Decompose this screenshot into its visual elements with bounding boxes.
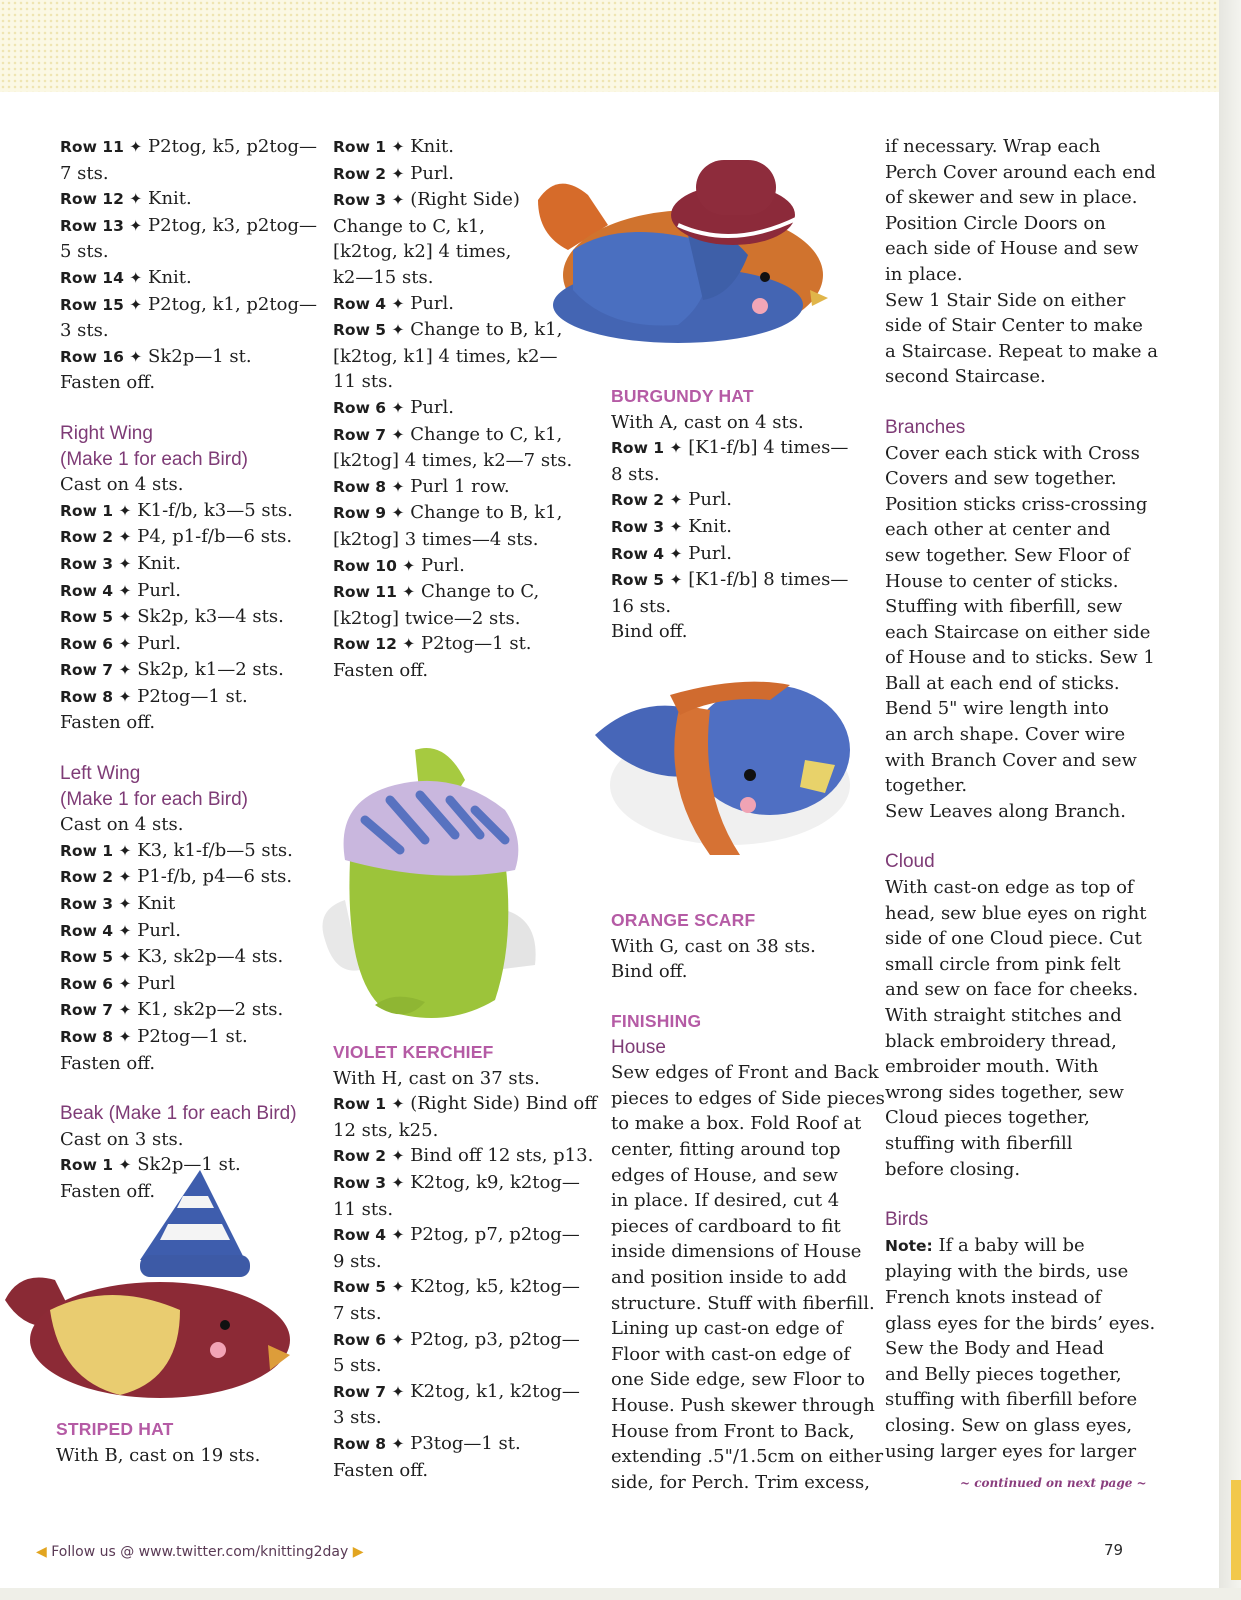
subheading: Birds [885,1209,929,1231]
row-label: Row 6 ✦ [333,398,405,417]
subheading: Cloud [885,851,935,873]
instruction-text: second Staircase. [885,366,1046,388]
instruction-text: side of one Cloud piece. Cut [885,928,1142,950]
instruction-row [60,891,305,918]
instruction-text: 3 sts. [60,320,109,342]
instruction-row [60,864,305,891]
row-text: Knit. [410,136,454,157]
finishing-section [611,1009,885,1495]
section-gap [60,736,305,761]
footer-arrow-right-icon: ▶ [352,1544,364,1560]
row-label: Row 3 ✦ [611,517,683,536]
row-label: Note: [885,1236,933,1255]
row-text: (Right Side) [410,189,520,211]
row-text: P3tog—1 st. [410,1432,521,1454]
footer [36,1544,364,1560]
row-text: Change to C, k1, [410,423,563,445]
row-label: Row 8 ✦ [60,1028,132,1046]
instruction-text: of skewer and sew in place. [885,187,1138,209]
instruction-text: Fasten off. [60,712,156,734]
row-label: Row 12 ✦ [60,190,143,209]
instruction-row [60,265,305,292]
subheading: Right Wing [60,422,153,444]
instruction-row [333,500,583,527]
instruction-row [333,1327,583,1354]
row-text: Knit. [688,515,732,537]
finishing-text-line: side, for Perch. Trim excess, [611,1471,871,1493]
instruction-text: together. [885,775,968,797]
row-label: Row 2 ✦ [60,528,132,547]
instruction-text: of House and to sticks. Sew 1 [885,647,1155,669]
row-label: Row 1 ✦ [60,841,132,860]
finishing-text-line: Floor with cast-on edge of [611,1343,851,1365]
instruction-text: 5 sts. [60,241,109,263]
orange-scarf-line-2: Bind off. [611,961,688,983]
row-label: Row 6 ✦ [60,634,132,653]
instruction-row [333,1222,583,1249]
row-text: K3, k1-f/b—5 sts. [137,839,293,861]
row-text: Bind off 12 sts, p13. [410,1145,594,1167]
row-text: Sk2p, k3—4 sts. [137,606,284,628]
instruction-text: before closing. [885,1158,1021,1180]
instruction-text: Covers and sew together. [885,468,1117,490]
striped-hat-text: With B, cast on 19 sts. [56,1444,261,1466]
instruction-text: 11 sts. [333,1198,394,1220]
instruction-row [333,553,583,580]
instruction-text: [k2tog] twice—2 sts. [333,607,521,629]
row-label: Row 4 ✦ [60,921,132,940]
burgundy-hat-heading: BURGUNDY HAT [611,386,754,406]
instruction-text: stuffing with fiberfill before [885,1389,1138,1411]
instruction-row [333,395,583,422]
instruction-text: Fasten off. [60,1052,156,1074]
row-text: Purl. [137,919,181,941]
row-label: Row 8 ✦ [333,1434,405,1453]
row-label: Row 15 ✦ [60,295,143,314]
instruction-row [60,971,305,998]
instruction-row [333,579,583,606]
instruction-text: sew together. Sew Floor of [885,544,1130,566]
instruction-text: Fasten off. [333,659,429,681]
instruction-row [60,134,317,161]
page-edge-tab [1231,1480,1241,1580]
instruction-text: wrong sides together, sew [885,1081,1124,1103]
finishing-text-line: House. Push skewer through [611,1394,875,1416]
row-text: Purl. [421,554,465,576]
instruction-text: 7 sts. [60,162,109,184]
row-text: Purl 1 row. [410,475,510,497]
instruction-text: With straight stitches and [885,1005,1122,1026]
row-text: P4, p1-f/b—6 sts. [137,526,293,548]
instruction-row [60,631,305,658]
row-label: Row 7 ✦ [60,661,132,680]
instruction-text: Cast on 4 sts. [60,474,184,496]
instruction-text: playing with the birds, use [885,1261,1129,1283]
instruction-text: side of Stair Center to make [885,315,1143,337]
instruction-text: French knots instead of [885,1286,1102,1308]
row-text: Sk2p—1 st. [148,345,252,367]
instruction-row [333,1091,598,1118]
finishing-heading: FINISHING [611,1011,702,1031]
instruction-text: Fasten off. [333,1459,429,1481]
row-label: Row 9 ✦ [333,504,405,523]
row-label: Row 2 ✦ [60,868,132,887]
section-gap [885,824,1135,849]
instruction-row [60,551,305,578]
row-text: Purl [137,972,176,994]
row-label: Row 7 ✦ [333,1382,405,1401]
row-label: Row 2 ✦ [333,1147,405,1166]
top-dotted-band [0,0,1241,92]
orange-scarf-section [611,908,861,985]
row-label: Row 4 ✦ [333,294,405,313]
instruction-row [60,498,305,525]
finishing-text-line: pieces to edges of Side pieces [611,1087,885,1109]
instruction-row [60,213,317,240]
row-text: Purl. [688,542,732,564]
instruction-row [60,944,305,971]
row-label: Row 11 ✦ [333,583,416,602]
instruction-row [60,344,305,371]
row-label: Row 11 ✦ [60,138,143,156]
instruction-row [60,578,305,605]
row-label: Row 12 ✦ [333,635,416,654]
row-text: Knit. [137,552,181,574]
row-label: Row 4 ✦ [60,581,132,600]
row-text: Change to B, k1, [410,319,563,341]
row-text: [K1-f/b] 4 times— [688,437,849,459]
finishing-text-line: center, fitting around top [611,1138,841,1160]
violet-kerchief-section [333,1040,598,1483]
row-text: P1-f/b, p4—6 sts. [137,866,293,888]
instruction-row [60,997,305,1024]
instruction-text: Sew 1 Stair Side on either [885,289,1126,311]
row-text: Purl. [410,396,454,418]
row-text: Purl. [137,632,181,654]
instruction-text: Cast on 3 sts. [60,1128,184,1150]
instruction-row [60,684,305,711]
instruction-text: glass eyes for the birds’ eyes. [885,1312,1156,1334]
instruction-row [60,1024,305,1051]
instruction-row [60,604,305,631]
row-text: P2tog, k3, p2tog— [148,214,317,236]
section-gap [60,1076,305,1101]
row-label: Row 5 ✦ [611,571,683,590]
row-label: Row 3 ✦ [60,554,132,573]
finishing-house-subheading: House [611,1036,666,1058]
instruction-text: 8 sts. [611,463,660,485]
instruction-text: House to center of sticks. [885,570,1119,592]
row-label: Row 10 ✦ [333,556,416,575]
row-label: Row 4 ✦ [333,1226,405,1245]
instruction-text: in place. [885,263,963,285]
finishing-text-line: inside dimensions of House [611,1241,862,1263]
instruction-text: Bend 5" wire length into [885,698,1109,720]
instruction-row [611,514,861,541]
row-label: Row 14 ✦ [60,268,143,287]
instruction-text: Sew the Body and Head [885,1338,1104,1360]
row-label: Row 3 ✦ [60,895,132,914]
violet-kerchief-lines [333,1066,598,1484]
instruction-row [333,1143,594,1170]
instruction-text: Fasten off. [60,372,156,394]
instruction-row [611,567,861,594]
instruction-text: [k2tog] 3 times—4 sts. [333,528,539,550]
row-label: Row 1 ✦ [60,1156,132,1175]
instruction-row [611,541,861,568]
finishing-text-line: Lining up cast-on edge of [611,1318,843,1340]
subheading: (Make 1 for each Bird) [60,788,248,810]
instruction-row [60,838,305,865]
section-gap [60,396,305,421]
finishing-house-lines [611,1060,885,1495]
row-text: Purl. [688,489,732,511]
row-text: P2tog—1 st. [137,1026,248,1047]
instruction-row [333,474,583,501]
orange-scarf-heading: ORANGE SCARF [611,910,756,930]
continued-ornament-right-icon: ~ [1132,1476,1147,1490]
burgundy-hat-section [611,384,861,645]
row-label: Row 1 ✦ [333,138,405,156]
instruction-text: each Staircase on either side [885,621,1151,643]
row-text: Knit. [148,188,192,210]
row-text: K2tog, k9, k2tog— [410,1171,580,1193]
row-text: P2tog, p7, p2tog— [410,1224,580,1246]
instruction-row [333,631,583,658]
subheading: Branches [885,416,966,438]
row-label: Row 6 ✦ [60,974,132,993]
instruction-text: stuffing with fiberfill [885,1132,1073,1154]
row-text: Purl. [410,162,454,184]
row-label: Row 5 ✦ [60,948,132,967]
striped-hat-heading: STRIPED HAT [56,1419,174,1439]
continued-ornament-left-icon: ~ [960,1476,975,1490]
row-text: K2tog, k1, k2tog— [410,1380,580,1402]
instruction-text: 5 sts. [333,1355,382,1377]
row-label: Row 5 ✦ [60,608,132,627]
finishing-text-line: structure. Stuff with fiberfill. [611,1292,875,1314]
row-text: K1, sk2p—2 sts. [137,999,284,1021]
column-4 [885,134,1158,1464]
page-number: 79 [1104,1541,1124,1559]
instruction-text: and sew on face for cheeks. [885,979,1139,1001]
row-text: If a baby will be [938,1234,1085,1256]
column-1 [60,134,317,1205]
instruction-text: if necessary. Wrap each [885,136,1101,157]
row-label: Row 3 ✦ [333,191,405,210]
instruction-text: 3 sts. [333,1407,382,1429]
finishing-text-line: House from Front to Back, [611,1420,855,1442]
row-text: Knit. [148,266,192,288]
row-label: Row 8 ✦ [333,477,405,496]
row-label: Row 6 ✦ [333,1330,405,1349]
instruction-text: Stuffing with fiberfill, sew [885,596,1123,618]
row-text: P2tog, k5, p2tog— [148,136,317,157]
page-gutter [1219,0,1241,1600]
finishing-text-line: one Side edge, sew Floor to [611,1369,865,1391]
instruction-text: 7 sts. [333,1302,382,1324]
row-text: Sk2p—1 st. [137,1154,241,1176]
instruction-text: Fasten off. [60,1180,156,1202]
instruction-text: With cast-on edge as top of [885,877,1134,899]
instruction-text: [k2tog, k1] 4 times, k2— [333,345,558,367]
instruction-text: a Staircase. Repeat to make a [885,340,1158,362]
finishing-text-line: Sew edges of Front and Back [611,1062,879,1084]
instruction-text: an arch shape. Cover wire [885,724,1126,746]
row-text: (Right Side) Bind off [410,1093,598,1115]
continued-note: ~ continued on next page ~ [960,1476,1147,1490]
finishing-text-line: edges of House, and sew [611,1164,838,1186]
finishing-text-line: and position inside to add [611,1266,847,1288]
row-text: K1-f/b, k3—5 sts. [137,499,293,521]
row-label: Row 1 ✦ [333,1095,405,1114]
instruction-text: [k2tog] 4 times, k2—7 sts. [333,450,573,472]
row-text: P2tog, k1, p2tog— [148,293,317,315]
instruction-text: k2—15 sts. [333,266,434,288]
row-text: K3, sk2p—4 sts. [137,946,284,968]
violet-kerchief-bird-photo [305,740,555,1030]
row-label: Row 5 ✦ [333,1278,405,1297]
finishing-text-line: extending .5"/1.5cm on either [611,1446,884,1468]
row-text: Change to B, k1, [410,502,563,524]
instruction-row [611,487,861,514]
instruction-text: [k2tog, k2] 4 times, [333,241,512,263]
row-label: Row 16 ✦ [60,347,143,366]
row-text: Sk2p, k1—2 sts. [137,659,284,681]
orange-scarf-bird-photo [590,665,860,875]
instruction-text: Change to C, k1, [333,215,486,237]
instruction-row [60,918,305,945]
instruction-row [333,1274,583,1301]
instruction-text: Cover each stick with Cross [885,442,1140,464]
instruction-text: each side of House and sew [885,238,1139,260]
row-label: Row 7 ✦ [60,1001,132,1020]
instruction-row [333,422,583,449]
instruction-text: small circle from pink felt [885,953,1121,975]
striped-hat-bird-photo [0,1160,300,1410]
row-text: P2tog, p3, p2tog— [410,1328,580,1350]
row-label: Row 1 ✦ [60,501,132,520]
page-bottom-edge [0,1588,1241,1600]
row-label: Row 2 ✦ [611,491,683,510]
striped-hat-section [56,1417,296,1468]
instruction-text: Sew Leaves along Branch. [885,800,1126,822]
instruction-text: each other at center and [885,519,1111,541]
finishing-text-line: pieces of cardboard to fit [611,1215,841,1237]
instruction-text: 12 sts, k25. [333,1119,439,1141]
instruction-row [333,1379,583,1406]
instruction-text: Position Circle Doors on [885,212,1106,234]
instruction-text: black embroidery thread, [885,1030,1117,1052]
instruction-text: With A, cast on 4 sts. [611,411,804,433]
footer-twitter-link[interactable]: Follow us @ www.twitter.com/knitting2day [51,1544,349,1560]
instruction-row [885,1233,1135,1260]
instruction-text: embroider mouth. With [885,1056,1099,1078]
finishing-text-line: to make a box. Fold Roof at [611,1113,862,1135]
instruction-text: and Belly pieces together, [885,1363,1122,1385]
instruction-row [60,292,317,319]
row-text: P2tog—1 st. [137,685,248,707]
row-label: Row 5 ✦ [333,321,405,340]
instruction-text: 11 sts. [333,371,394,393]
subheading: Beak (Make 1 for each Bird) [60,1103,297,1125]
instruction-text: Bind off. [611,621,688,643]
finishing-text-line: in place. If desired, cut 4 [611,1190,840,1212]
row-text: Change to C, [421,581,540,603]
instruction-text: head, sew blue eyes on right [885,902,1147,924]
instruction-text: 9 sts. [333,1250,382,1272]
instruction-text: With H, cast on 37 sts. [333,1067,540,1089]
footer-arrow-left-icon: ◀ [36,1544,47,1560]
instruction-row [60,186,305,213]
row-label: Row 2 ✦ [333,164,405,183]
instruction-text: 16 sts. [611,595,672,617]
instruction-text: Ball at each end of sticks. [885,672,1120,694]
instruction-text: Position sticks criss-crossing [885,493,1148,515]
instruction-row [333,1431,583,1458]
instruction-row [60,524,305,551]
row-text: K2tog, k5, k2tog— [410,1276,580,1298]
orange-scarf-line-1: With G, cast on 38 sts. [611,935,816,957]
violet-kerchief-heading: VIOLET KERCHIEF [333,1042,494,1062]
row-label: Row 3 ✦ [333,1173,405,1192]
row-text: [K1-f/b] 8 times— [688,569,849,591]
instruction-text: closing. Sew on glass eyes, [885,1414,1133,1436]
instruction-text: Cloud pieces together, [885,1107,1090,1129]
row-label: Row 4 ✦ [611,544,683,563]
subheading: (Make 1 for each Bird) [60,448,248,470]
instruction-text: Cast on 4 sts. [60,814,184,836]
row-label: Row 1 ✦ [611,439,683,458]
instruction-text: with Branch Cover and sew [885,749,1137,771]
row-text: Knit [137,893,176,915]
row-label: Row 8 ✦ [60,687,132,706]
instruction-row [611,435,861,462]
row-label: Row 13 ✦ [60,216,143,235]
instruction-text: using larger eyes for larger [885,1440,1137,1462]
section-gap [885,1182,1135,1207]
row-label: Row 7 ✦ [333,425,405,444]
instruction-text: Perch Cover around each end [885,161,1156,183]
instruction-row [333,1170,583,1197]
instruction-row [60,657,305,684]
burgundy-hat-bird-photo [528,140,848,360]
row-text: Purl. [410,292,454,314]
section-gap [885,390,1135,415]
row-text: Purl. [137,579,181,601]
subheading: Left Wing [60,763,141,785]
burgundy-hat-lines [611,410,861,645]
row-text: P2tog—1 st. [421,633,532,655]
